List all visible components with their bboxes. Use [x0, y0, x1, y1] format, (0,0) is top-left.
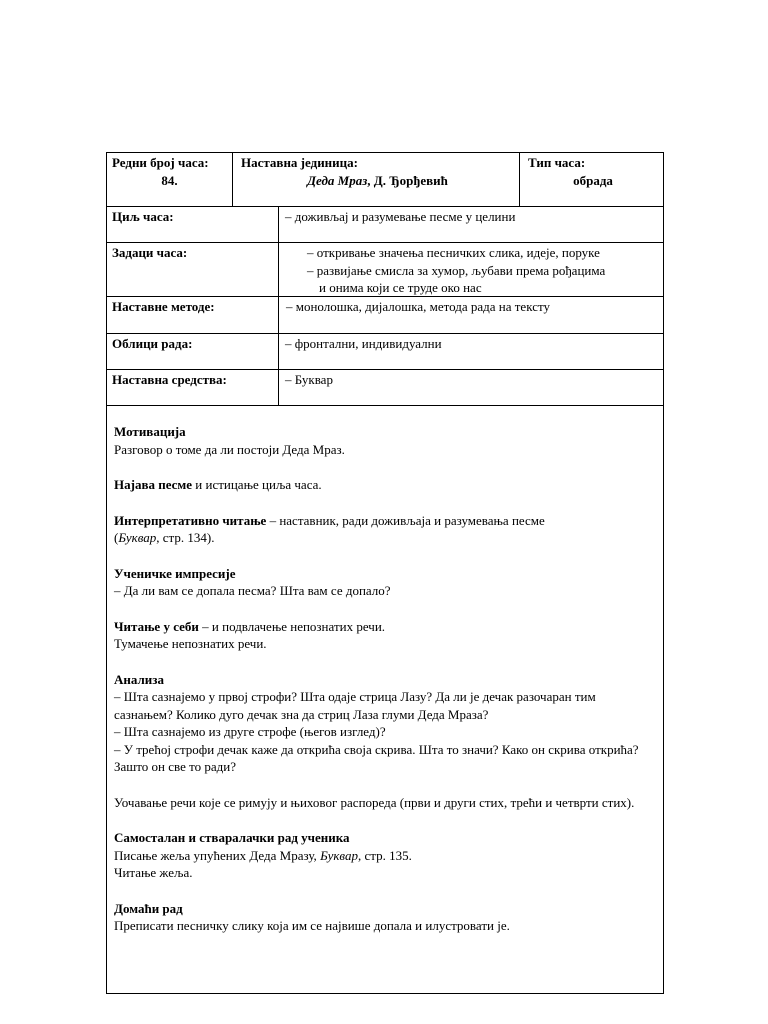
goal-label: Циљ часа:: [107, 207, 279, 242]
analysis-question: – У трећој строфи дечак каже да открића своја скрива. Шта то значи? Како он скрива открића? Зашто он све то ради?: [114, 741, 639, 774]
motivation-section: [114, 423, 656, 458]
lesson-body: [107, 406, 663, 993]
lesson-plan-document: [106, 152, 664, 994]
section-text: Тумачење непознатих речи.: [114, 636, 267, 651]
source-book: Буквар: [320, 847, 358, 863]
section-text: , стр. 135.: [357, 847, 412, 863]
task-item-continuation: и онима који се труде око нас: [319, 280, 482, 295]
reading-section: [114, 512, 656, 547]
analysis-section: [114, 671, 656, 776]
goal-row: [107, 207, 663, 243]
tools-row: [107, 370, 663, 406]
unit-cell: [233, 153, 520, 206]
unit-label: Наставна јединица:: [241, 155, 358, 170]
forms-value: – фронтални, индивидуални: [285, 336, 442, 351]
lesson-type-cell: [520, 153, 663, 206]
section-text: Писање жеља упућених Деда Мразу,: [114, 847, 321, 863]
section-title: Најава песме: [114, 477, 193, 492]
section-text: – Да ли вам се допала песма? Шта вам се допало?: [114, 583, 391, 598]
section-text: – наставник, ради доживљаја и разумевања песме: [266, 512, 545, 528]
section-text: и истицање циља часа.: [192, 477, 322, 492]
section-title: Самосталан и стваралачки рад ученика: [114, 830, 350, 845]
source-book: Буквар: [118, 530, 157, 545]
unit-title: Деда Мраз: [307, 172, 368, 188]
section-text: Разговор о томе да ли постоји Деда Мраз.: [114, 441, 345, 457]
forms-row: [107, 334, 663, 370]
announce-section: [114, 476, 656, 494]
section-title: Читање у себи: [114, 618, 199, 634]
lesson-type-value: обрада: [573, 172, 613, 188]
section-title: Анализа: [114, 671, 165, 687]
section-text: Преписати песничку слику која им се највише допала и илустровати је.: [114, 918, 510, 933]
methods-value: – монолошка, дијалошка, метода рада на тексту: [286, 299, 550, 314]
homework-section: [114, 900, 656, 935]
section-title: Интерпретативно читање: [114, 512, 267, 528]
methods-label: Наставне методе:: [107, 297, 279, 333]
section-text: Читање жеља.: [114, 865, 193, 880]
tools-value: – Буквар: [285, 372, 333, 387]
header-row: [107, 153, 663, 207]
section-text: – и подвлачење непознатих речи.: [198, 618, 386, 634]
analysis-question: – Шта сазнајемо у првој строфи? Шта одаје стрица Лазу? Да ли је дечак разочаран тим сазнањем? Колико дуго дечак зна да стриц Лаза глуми Деда Мраза?: [114, 689, 596, 722]
task-item: – развијање смисла за хумор, љубави према рођацима: [307, 262, 606, 278]
lesson-type-label: Тип часа:: [528, 155, 586, 170]
methods-row: [107, 297, 663, 334]
tools-label: Наставна средства:: [107, 370, 279, 405]
lesson-number-value: 84.: [161, 172, 178, 188]
source-rest: , стр. 134).: [156, 530, 215, 545]
unit-author: , Д. Ђорђевић: [367, 172, 448, 188]
section-text: Уочавање речи које се римују и њиховог распореда (први и други стих, трећи и четврти стих).: [114, 794, 635, 810]
lesson-number-cell: [107, 153, 233, 206]
creative-work-section: [114, 829, 656, 882]
section-title: Ученичке импресије: [114, 565, 236, 581]
tasks-row: [107, 243, 663, 297]
forms-label: Облици рада:: [107, 334, 279, 369]
rhyme-section: [114, 794, 656, 812]
source-open: (: [114, 530, 119, 545]
task-item: – откривање значења песничких слика, идеје, поруке: [307, 245, 600, 260]
goal-value: – доживљај и разумевање песме у целини: [285, 209, 516, 224]
section-title: Мотивација: [114, 424, 186, 439]
tasks-label: Задаци часа:: [107, 243, 279, 296]
section-title: Домаћи рад: [114, 900, 183, 916]
impressions-section: [114, 565, 656, 600]
analysis-question: – Шта сазнајемо из друге строфе (његов изглед)?: [114, 724, 386, 739]
tasks-list: [279, 243, 663, 296]
silent-reading-section: [114, 618, 656, 653]
lesson-number-label: Редни број часа:: [112, 155, 209, 170]
